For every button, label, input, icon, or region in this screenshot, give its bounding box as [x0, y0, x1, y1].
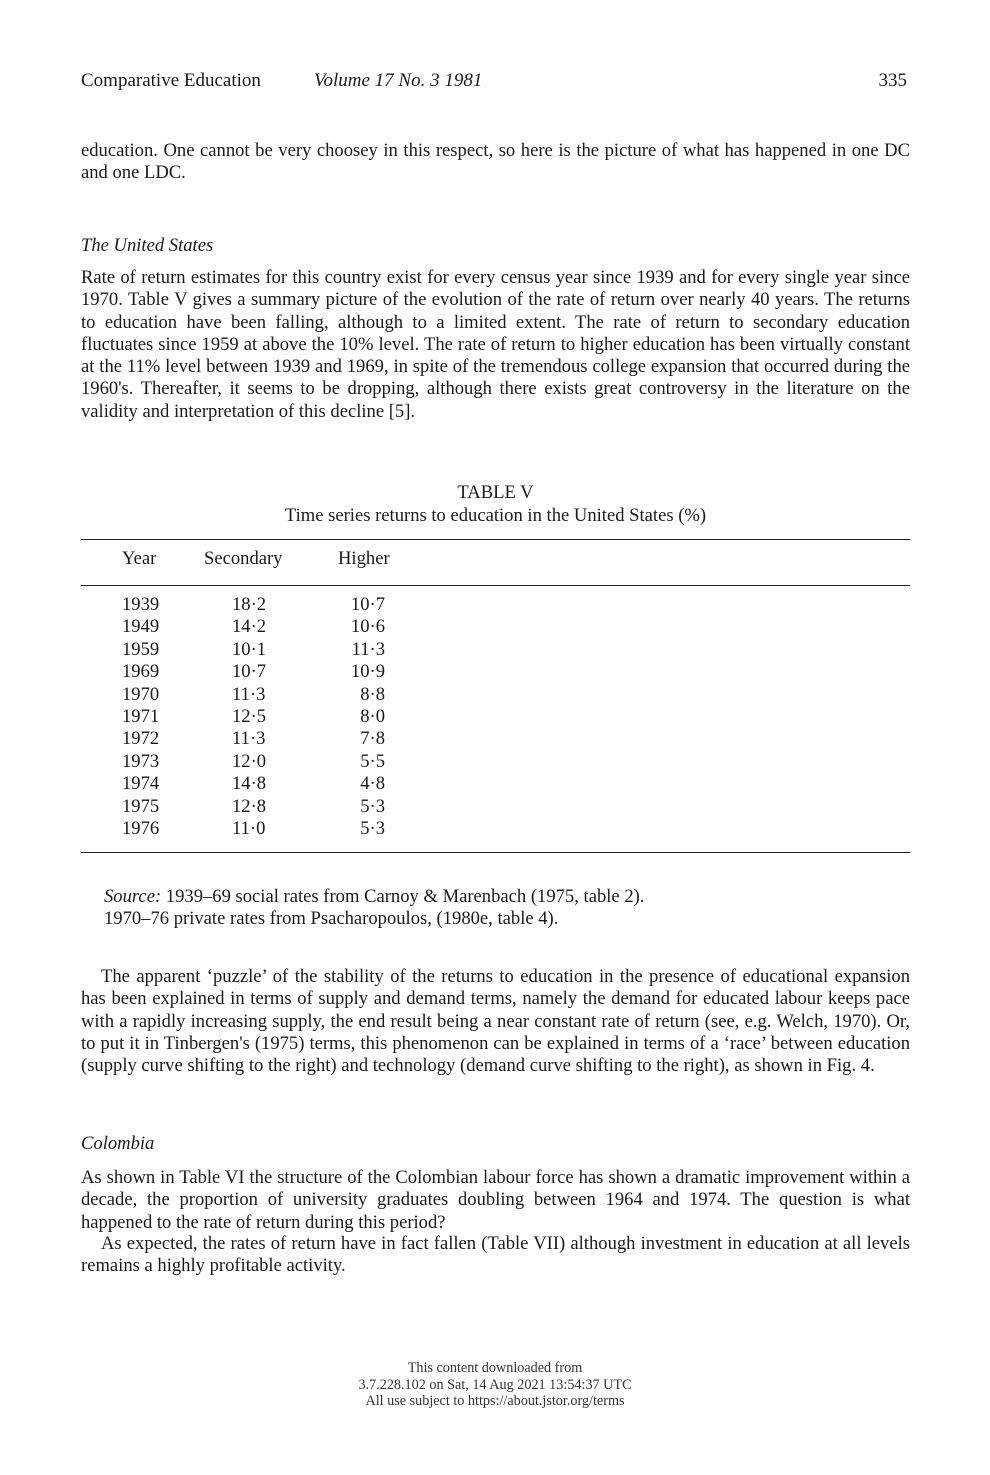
table-cell: 1949 [122, 616, 160, 638]
column-header-higher: Higher [338, 548, 390, 569]
column-higher-values [325, 594, 385, 840]
table-source-line1 [104, 886, 910, 908]
table-top-rule [81, 539, 910, 540]
volume-info: Volume 17 No. 3 1981 [314, 70, 483, 91]
table-cell: 12·8 [232, 795, 267, 817]
download-notice [0, 1360, 990, 1410]
column-secondary-values [232, 594, 292, 840]
download-notice-line3: All use subject to https://about.jstor.org/terms [365, 1393, 625, 1410]
table-cell: 8·0 [360, 706, 385, 728]
column-header-secondary: Secondary [204, 548, 283, 569]
table-cell: 1972 [122, 728, 160, 750]
table-header-rule [81, 585, 910, 586]
table-cell: 1970 [122, 683, 160, 705]
table-cell: 7·8 [360, 728, 385, 750]
table-cell: 10·6 [350, 616, 385, 638]
table-cell: 14·8 [232, 773, 267, 795]
table-cell: 5·5 [360, 750, 385, 772]
table-cell: 11·3 [232, 683, 266, 705]
table-cell: 14·2 [232, 616, 267, 638]
table-cell: 1974 [122, 773, 160, 795]
download-notice-line1: This content downloaded from [407, 1360, 583, 1376]
table-cell: 1975 [122, 795, 160, 817]
table-cell: 10·9 [350, 661, 385, 683]
table-cell: 12·0 [232, 750, 267, 772]
table-cell: 18·2 [232, 594, 267, 615]
table-cell: 11·3 [232, 728, 266, 750]
download-notice-line2: 3.7.228.102 on Sat, 14 Aug 2021 13:54:37 UTC [358, 1376, 632, 1393]
running-head [81, 70, 907, 96]
table-bottom-rule [81, 852, 910, 853]
united-states-paragraph: Rate of return estimates for this country exist for every census year since 1939 and for every single year since 1970. Table V gives a summary picture of the evolution of the rate of return over nearly 40 years. The returns to education have been falling, although to a limited extent. The rate of return to secondary education fluctuates since 1959 at above the 10% level. The rate of return to higher education has been virtually constant at the 11% level between 1939 and 1969, in spite of the tremendous college expansion that occurred during the 1960's. Thereafter, it seems to be dropping, although there exists great controversy in the literature on the validity and interpretation of this decline [5]. [81, 267, 910, 422]
table-cell: 5·3 [360, 818, 385, 840]
table-cell: 4·8 [360, 773, 385, 795]
intro-paragraph: education. One cannot be very choosey in this respect, so here is the picture of what has happened in one DC and one LDC. [81, 140, 910, 184]
table-source-line2: 1970–76 private rates from Psacharopoulos, (1980e, table 4). [104, 908, 559, 929]
section-heading-united-states: The United States [81, 235, 214, 256]
table-cell: 11·3 [351, 638, 385, 660]
section-heading-colombia: Colombia [81, 1133, 155, 1154]
table-cell: 12·5 [232, 706, 267, 728]
table-cell: 1973 [122, 750, 160, 772]
page-number: 335 [878, 70, 907, 91]
column-header-year: Year [122, 548, 157, 569]
source-label: Source: [104, 886, 162, 907]
table-caption: Time series returns to education in the United States (%) [284, 505, 707, 526]
colombia-paragraph-1: As shown in Table VI the structure of the Colombian labour force has shown a dramatic improvement within a decade, the proportion of university graduates doubling between 1964 and 1974. The question is what happened to the rate of return during this period? [81, 1167, 910, 1233]
puzzle-paragraph: The apparent ‘puzzle’ of the stability of the returns to education in the presence of educational expansion has been explained in terms of supply and demand terms, namely the demand for educated labour keeps pace with a rapidly increasing supply, the end result being a near constant rate of return (see, e.g. Welch, 1970). Or, to put it in Tinbergen's (1975) terms, this phenomenon can be explained in terms of a ‘race’ between education (supply curve shifting to the right) and technology (demand curve shifting to the right), as shown in Fig. 4. [81, 966, 910, 1077]
journal-title: Comparative Education [81, 70, 261, 91]
column-year-values [122, 594, 182, 840]
table-cell: 5·3 [360, 795, 385, 817]
table-cell: 1939 [122, 594, 160, 615]
table-cell: 1959 [122, 638, 160, 660]
table-label: TABLE V [457, 482, 534, 503]
source-text-1: 1939–69 social rates from Carnoy & Marenbach (1975, table 2). [165, 886, 645, 907]
table-cell: 1971 [122, 706, 160, 728]
table-cell: 10·7 [232, 661, 267, 683]
table-cell: 10·7 [350, 594, 385, 615]
table-cell: 1976 [122, 818, 160, 840]
table-cell: 10·1 [232, 638, 267, 660]
table-cell: 11·0 [232, 818, 266, 840]
colombia-paragraph-2: As expected, the rates of return have in fact fallen (Table VII) although investment in education at all levels remains a highly profitable activity. [81, 1233, 910, 1277]
table-cell: 8·8 [360, 683, 385, 705]
table-cell: 1969 [122, 661, 160, 683]
